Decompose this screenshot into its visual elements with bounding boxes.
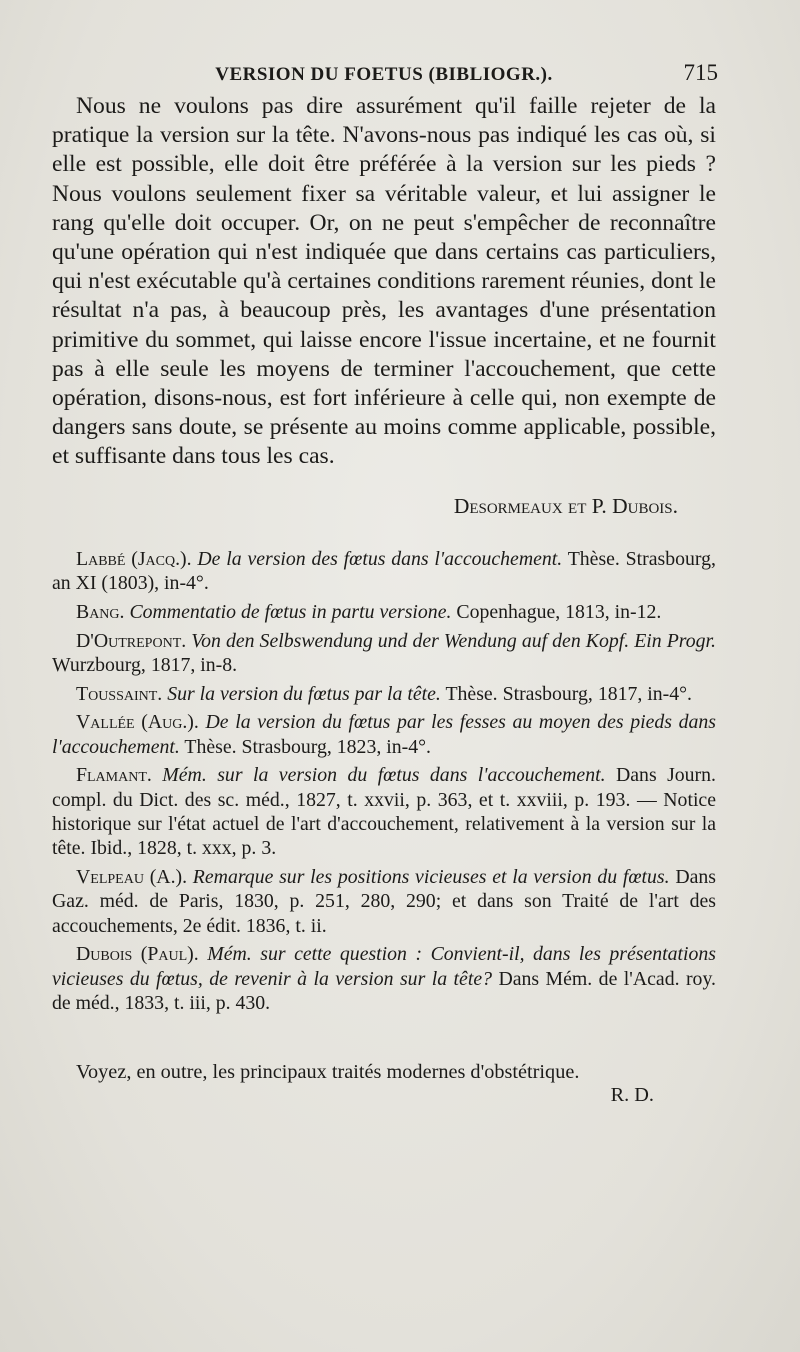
page-header [46, 58, 722, 94]
entry-details: Copenhague, 1813, in-12. [456, 601, 662, 623]
entry-details: Thèse. Strasbourg, 1823, in-4°. [184, 735, 431, 758]
bibliography-entry [52, 710, 716, 759]
entry-title: De la version des fœtus dans l'accouchement. [197, 548, 563, 570]
entry-title: Commentatio de fœtus in partu versione. [129, 601, 452, 623]
bibliography-entry [52, 942, 716, 1015]
entry-author: Velpeau (A.). [76, 866, 188, 888]
entry-title: Mém. sur la version du fœtus dans l'accouchement. [162, 764, 606, 787]
closing-note: Voyez, en outre, les principaux traités modernes d'obstétrique. [76, 1061, 580, 1083]
author-initials: R. D. [610, 1084, 654, 1106]
entry-author: Toussaint. [76, 682, 163, 705]
bibliography-entry [52, 629, 716, 678]
entry-title: Von den Selbswendung und der Wendung auf den Kopf. Ein Progr. [191, 629, 716, 652]
entry-title: Sur la version du fœtus par la tête. [167, 682, 441, 705]
signature: Desormeaux et P. Dubois. [453, 494, 678, 518]
entry-details: Dans Mém. de l'Acad. roy. de méd., 1833, t. iii, p. 430. [52, 967, 716, 1015]
entry-details: Wurzbourg, 1817, in-8. [52, 654, 238, 676]
entry-details: Thèse. Strasbourg, an XI (1803), in-4°. [52, 548, 716, 595]
entry-author: D'Outrepont. [76, 629, 187, 652]
entry-details: Dans Gaz. méd. de Paris, 1830, p. 251, 280, 290; et dans son Traité de l'art des accouchements, 2e édit. 1836, t. ii. [52, 866, 716, 937]
main-paragraph: Nous ne voulons pas dire assurément qu'il faille rejeter de la pratique la version sur la tête. N'avons-nous pas indiqué les cas où, si elle est possible, elle doit être préférée à la version sur les pieds ? Nous voulons seulement fixer sa véritable valeur, et lui assigner le rang qu'elle doit occuper. Or, on ne peut s'empêcher de reconnaître qu'une opération qui n'est indiquée que dans certains cas particuliers, qui n'est exécutable qu'à certaines conditions rarement réunies, dont le résultat n'a pas, à beaucoup près, les avantages d'une présentation primitive du sommet, qui laisse encore l'issue incertaine, et ne fournit pas à elle seule les moyens de terminer l'accouchement, que cette opération, disons-nous, est fort inférieure à celle qui, non exempte de dangers sans doute, se présente au moins comme applicable, possible, et suffisante dans tous les cas. [52, 93, 716, 470]
entry-details: Dans Journ. compl. du Dict. des sc. méd., 1827, t. xxvii, p. 363, et t. xxviii, p. 193. — Notice historique sur l'état actuel de l'art d'accouchement, relativement à la version sur la tête. Ibid., 1828, t. xxx, p. 3. [52, 764, 716, 860]
bibliography-entry [52, 547, 716, 596]
bibliography-entry [52, 763, 716, 861]
entry-title: De la version du fœtus par les fesses au moyen des pieds dans l'accouchement. [52, 711, 716, 758]
entry-author: Dubois (Paul). [76, 943, 199, 966]
entry-title: Mém. sur cette question : Convient-il, dans les présentations vicieuses du fœtus, de revenir à la version sur la tête? [52, 943, 717, 990]
entry-author: Bang. [76, 601, 125, 623]
entry-author: Flamant. [76, 764, 152, 787]
entry-details: Thèse. Strasbourg, 1817, in-4°. [445, 682, 692, 705]
bibliography-entry [52, 865, 716, 938]
bibliography [52, 547, 716, 1020]
entry-author: Vallée (Aug.). [76, 711, 199, 734]
entry-author: Labbé (Jacq.). [76, 548, 192, 570]
bibliography-entry [52, 600, 716, 624]
running-title: VERSION DU FOETUS (BIBLIOGR.). [215, 64, 553, 85]
entry-title: Remarque sur les positions vicieuses et la version du fœtus. [192, 866, 670, 888]
bibliography-entry [52, 682, 716, 706]
page-number: 715 [683, 60, 718, 85]
